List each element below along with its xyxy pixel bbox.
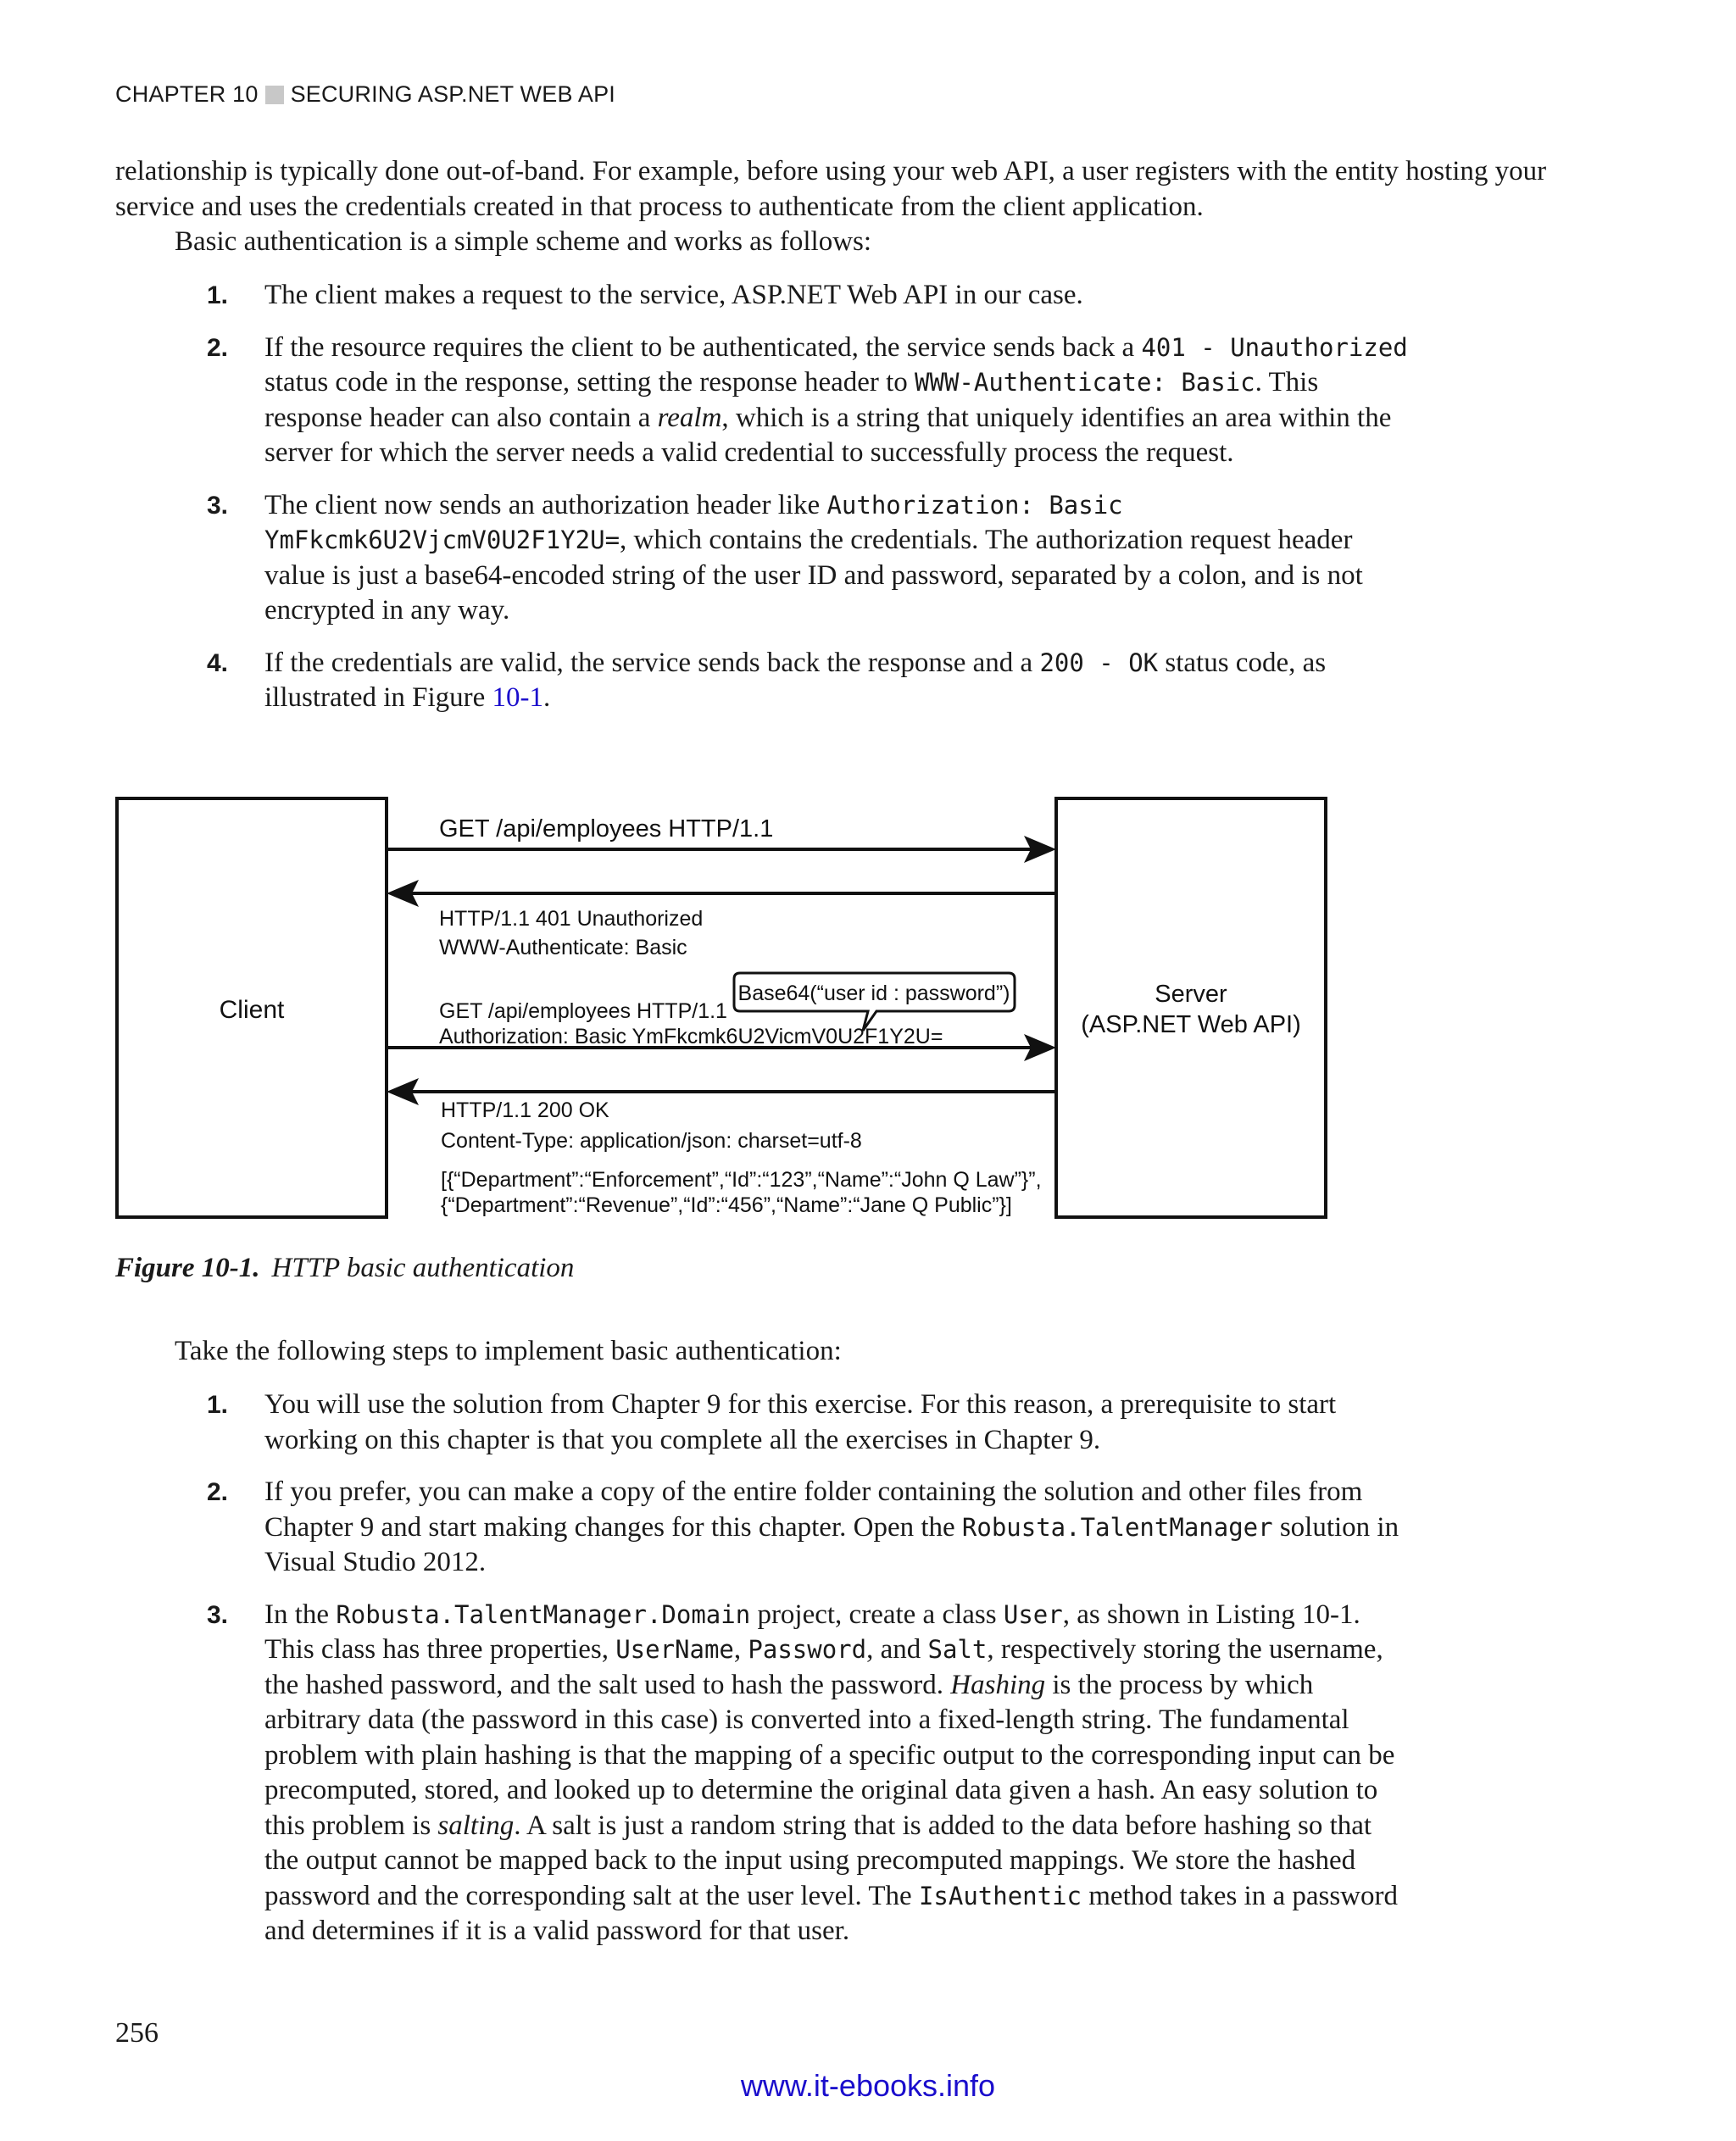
step-text: If the resource requires the client to be authenticated, the service sends back a [264,331,1142,363]
figure-caption [115,1253,574,1284]
emphasis: realm [657,402,722,433]
emphasis: Hashing [950,1669,1046,1700]
step-number: 4. [207,648,229,677]
code-inline: Password [748,1635,867,1664]
caption-label: Figure 10-1. [115,1253,260,1283]
basic-auth-lead: Basic authentication is a simple scheme and works as follows: [175,226,872,257]
response-2-status: HTTP/1.1 200 OK [441,1098,609,1122]
step-text: , which contains the credentials. The authorization request header value is just a base64-encoded string of the user ID and password, separated by a colon, and is not encrypted in any way. [264,525,1363,626]
step-number: 1. [207,281,229,309]
step-text: project, create a class [750,1599,1004,1630]
emphasis: salting [437,1810,515,1841]
response-2-content-type: Content-Type: application/json: charset=utf-8 [441,1129,862,1153]
step-text: , and [866,1634,928,1665]
list-item [0,1475,1409,1581]
response-1-status: HTTP/1.1 401 Unauthorized [439,907,704,931]
code-inline: UserName [615,1635,734,1664]
step-text: The client now sends an authorization header like [264,489,827,520]
code-inline: Salt [927,1635,988,1664]
step-text: , as shown in Listing 10-1. This class has three properties, [264,1599,1360,1665]
chapter-title: SECURING ASP.NET WEB API [290,81,615,107]
page-number: 256 [115,2017,159,2049]
request-2-auth-header: Authorization: Basic YmFkcmk6U2VicmV0U2F1Y2U= [439,1025,943,1048]
caption-text: HTTP basic authentication [271,1253,575,1283]
step-number: 3. [207,1600,229,1629]
step-text: , [733,1634,748,1665]
server-box [1056,798,1326,1217]
code-inline: User [1003,1599,1063,1629]
step-text: , which is a string that uniquely identifies an area within the server for which the server needs a valid credential to successfully process the request. [264,402,1392,468]
response-1-header: WWW-Authenticate: Basic [439,936,687,959]
code-inline: WWW-Authenticate: Basic [915,368,1255,397]
code-inline: Robusta.TalentManager.Domain [336,1599,751,1629]
steps-lead: Take the following steps to implement basic authentication: [175,1336,842,1366]
figure-10-1-diagram [115,797,1327,1221]
response-2-body-line-2: {“Department”:“Revenue”,“Id”:“456”,“Name”:“Jane Q Public”}] [441,1193,1012,1217]
step-text: . This response header can also contain a [264,367,1319,433]
step-text: If the credentials are valid, the service sends back the response and a [264,647,1040,678]
step-number: 2. [207,1478,229,1506]
sequence-diagram [115,797,1327,1221]
code-inline: Robusta.TalentManager [961,1512,1273,1542]
client-label: Client [219,996,285,1024]
step-text: status code, as illustrated in Figure [264,647,1327,713]
list-item [0,646,1409,716]
step-number: 1. [207,1391,229,1419]
code-inline: Authorization: Basic YmFkcmk6U2VjcmV0U2F1Y2U= [264,490,1123,554]
step-text: solution in Visual Studio 2012. [264,1511,1399,1577]
server-sublabel: (ASP.NET Web API) [1081,1011,1301,1038]
list-item [0,1387,1409,1458]
footer-link[interactable]: www.it-ebooks.info [740,2068,996,2103]
separator-square-icon [265,86,284,104]
request-2-line: GET /api/employees HTTP/1.1 [439,999,727,1023]
request-1-label: GET /api/employees HTTP/1.1 [439,815,774,842]
step-text: . [543,682,551,713]
code-inline: 200 - OK [1039,648,1159,677]
step-text: is the process by which arbitrary data (the password in this case) is converted into a fixed-length string. The fundamental problem with plain hashing is that the mapping of a specific output to the corresponding input can be precomputed, stored, and looked up to determine the original data given a hash. An easy solution to this problem is [264,1669,1395,1841]
code-inline: 401 - Unauthorized [1141,332,1408,362]
chapter-label: CHAPTER 10 [115,81,259,107]
server-label: Server [1155,981,1227,1008]
steps-list-flow [0,278,1409,733]
step-number: 2. [207,333,229,362]
running-head [115,81,615,108]
step-text: status code in the response, setting the response header to [264,367,915,398]
list-item [0,488,1409,629]
step-text: . A salt is just a random string that is added to the data before hashing so that the output cannot be mapped back to the input using precomputed mappings. We store the hashed password and the corresponding salt at the user level. The [264,1810,1372,1911]
list-item [0,1598,1409,1949]
step-number: 3. [207,491,229,520]
step-text: , respectively storing the username, the hashed password, and the salt used to hash the password. [264,1634,1383,1700]
intro-paragraph: relationship is typically done out-of-band. For example, before using your web API, a user registers with the entity hosting your service and uses the credentials created in that process to authenticate from the client application. [115,156,1547,222]
callout-text: Base64(“user id : password”) [737,982,1010,1005]
steps-list-implementation [0,1387,1409,1966]
list-item [0,278,1409,314]
step-text: If you prefer, you can make a copy of the entire folder containing the solution and other files from Chapter 9 and start making changes for this chapter. Open the [264,1476,1363,1543]
figure-link[interactable]: 10-1 [492,682,544,713]
step-text: You will use the solution from Chapter 9 for this exercise. For this reason, a prerequisite to start working on this chapter is that you complete all the exercises in Chapter 9. [264,1389,1337,1455]
code-inline: IsAuthentic [918,1881,1082,1910]
step-text: The client makes a request to the service, ASP.NET Web API in our case. [264,280,1083,310]
list-item [0,331,1409,471]
response-2-body-line-1: [{“Department”:“Enforcement”,“Id”:“123”,“Name”:“John Q Law”}”, [441,1168,1042,1192]
step-text: method takes in a password and determines if it is a valid password for that user. [264,1880,1399,1946]
step-text: In the [264,1599,337,1630]
